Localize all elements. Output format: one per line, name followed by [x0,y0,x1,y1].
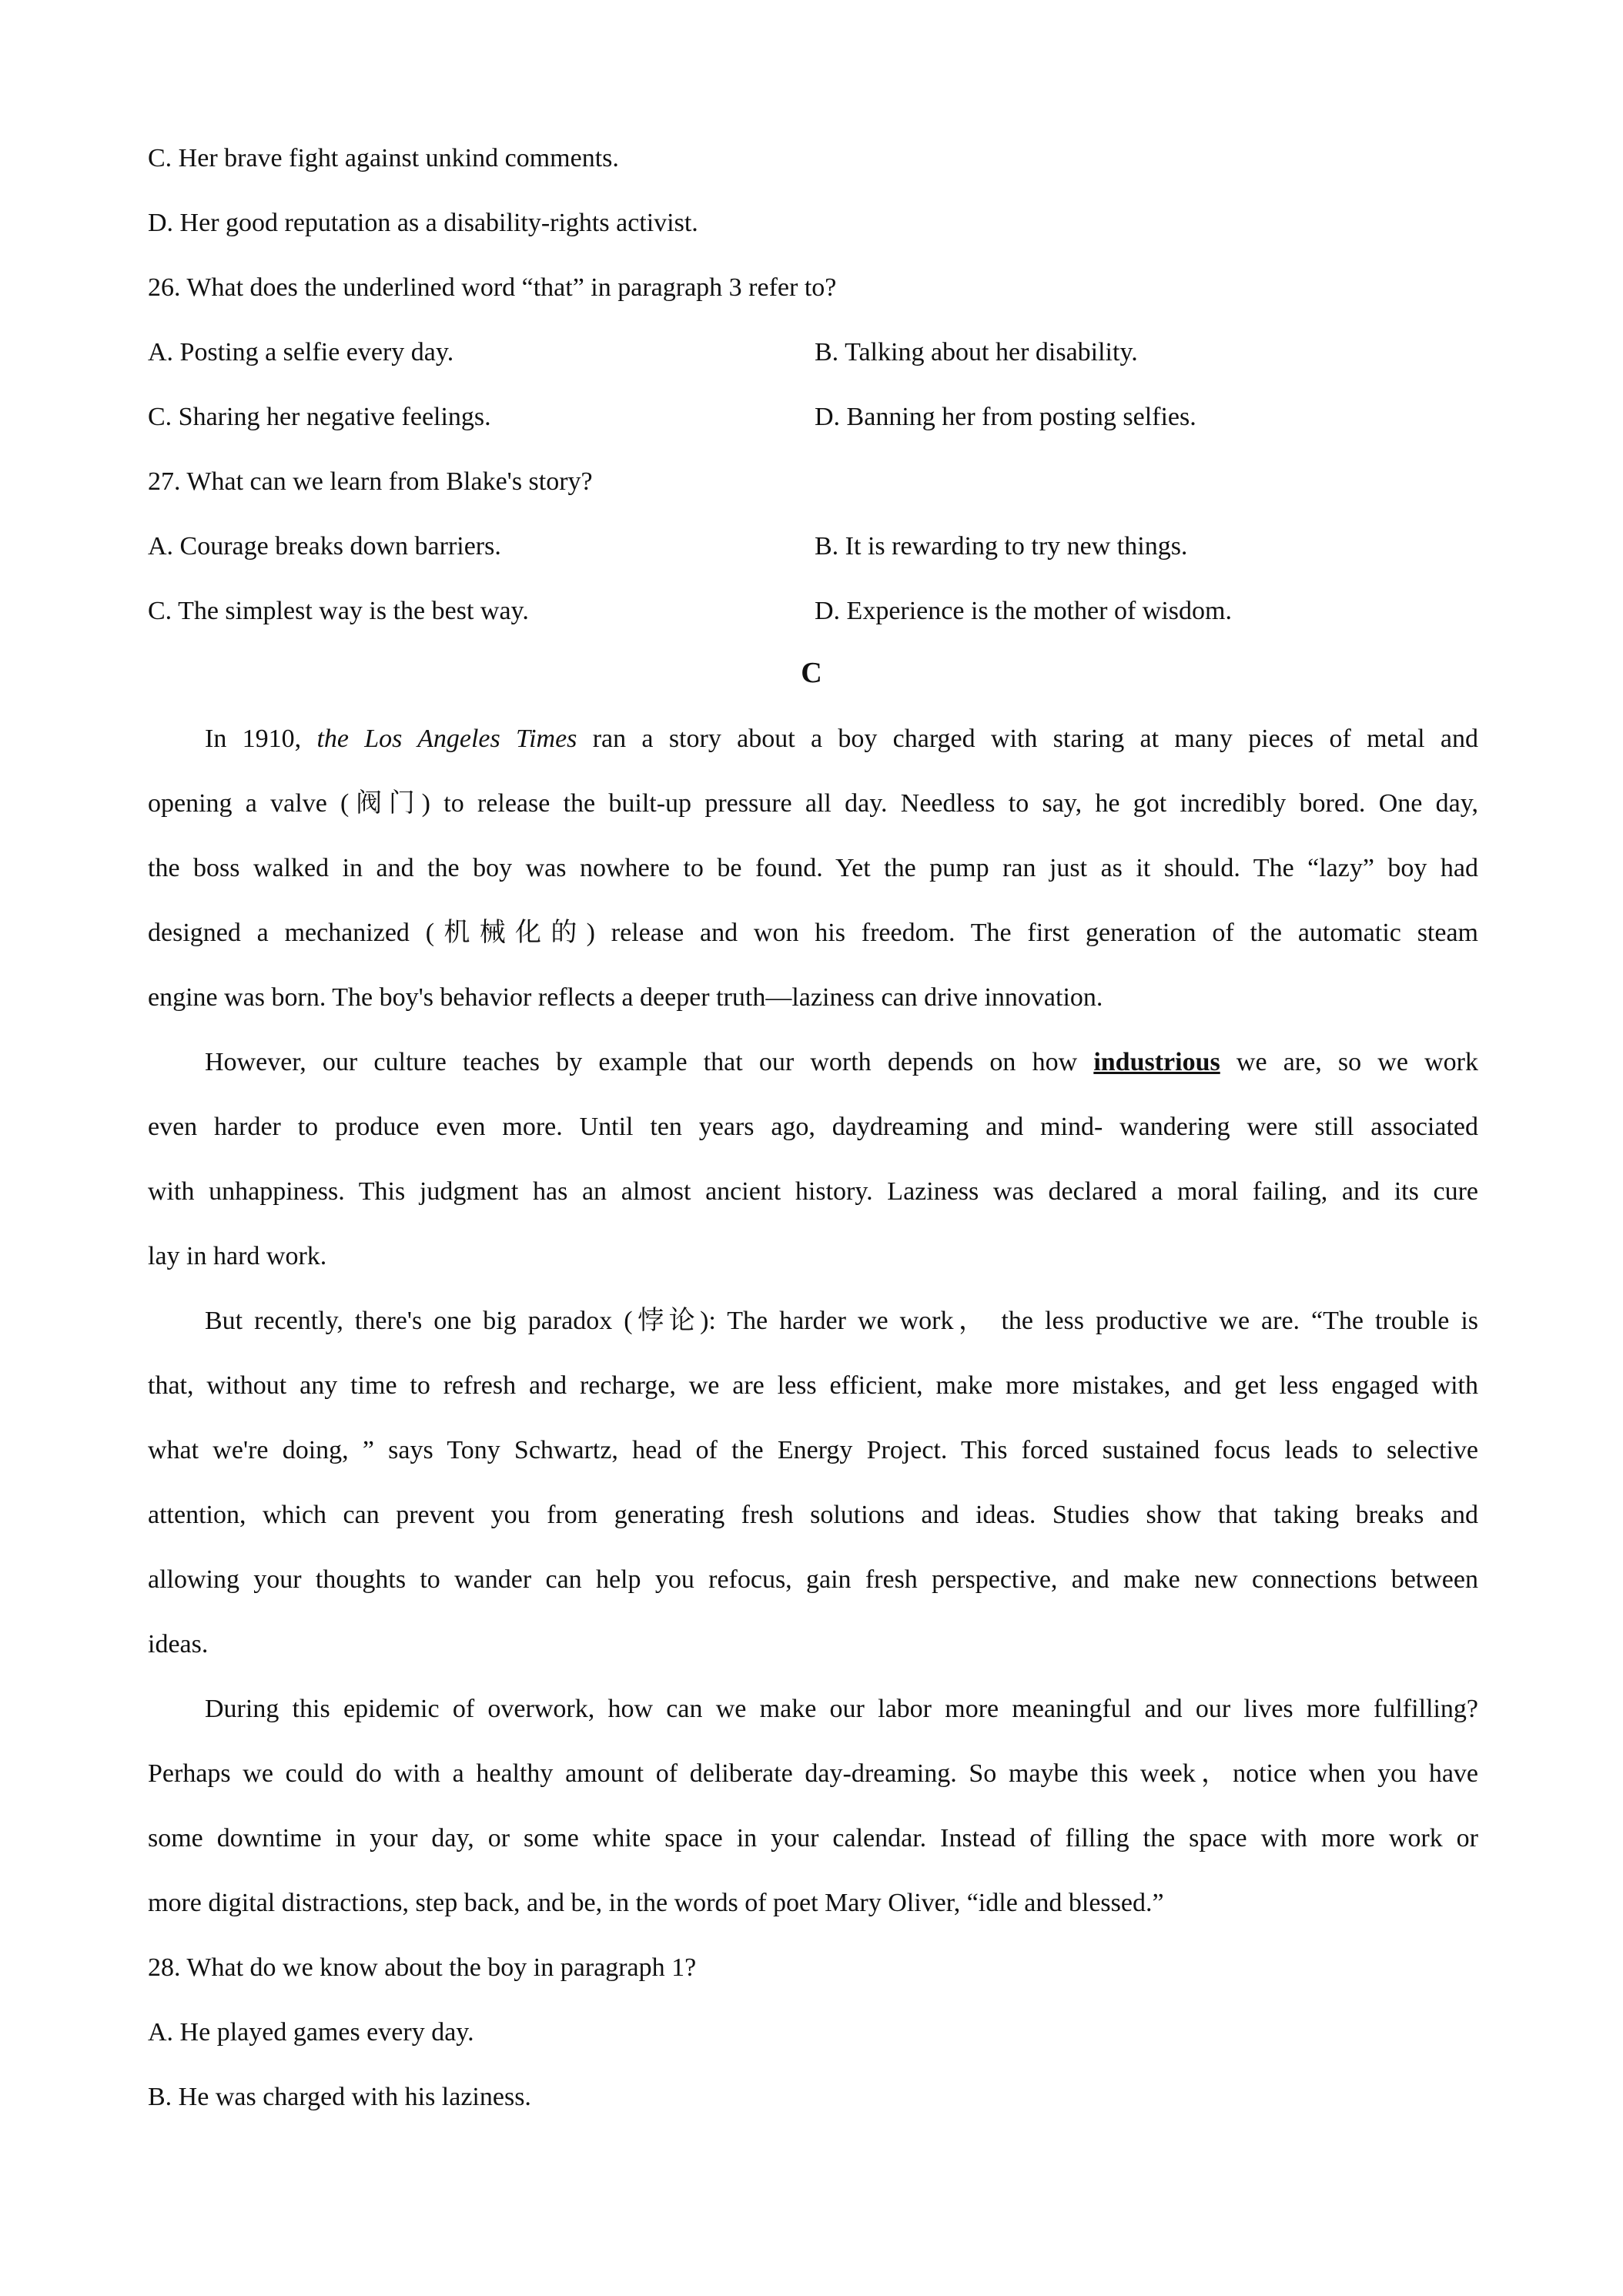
newspaper-title: the Los Angeles Times [316,725,577,753]
p1-line-1 [205,724,1478,755]
p1-line-2: opening a valve (阀门) to release the built-up pressure all day. Needless to say, he got incredibly bored. One day, [148,789,1478,818]
p4-line-1: During this epidemic of overwork, how can we make our labor more meaningful and our lives more fulfilling? [205,1695,1478,1723]
p3-line-2: that, without any time to refresh and recharge, we are less efficient, make more mistakes, and get less engaged with [148,1371,1478,1400]
q26-question: 26. What does the underlined word “that” in paragraph 3 refer to? [148,273,837,302]
p3-line-4: attention, which can prevent you from generating fresh solutions and ideas. Studies show that taking breaks and [148,1501,1478,1529]
q27-question: 27. What can we learn from Blake's story? [148,467,593,496]
p2-line-1 [205,1047,1478,1078]
p3-line-1: But recently, there's one big paradox (悖论): The harder we work， the less productive we are. “The trouble is [205,1307,1478,1335]
q26-option-d: D. Banning her from posting selfies. [815,403,1196,431]
p2-l1-post: we are, so we work [1220,1048,1478,1076]
q26-option-b: B. Talking about her disability. [815,338,1138,366]
q27-option-c: C. The simplest way is the best way. [148,597,529,625]
q26-option-c: C. Sharing her negative feelings. [148,403,491,431]
p4-line-3: some downtime in your day, or some white space in your calendar. Instead of filling the space with more work or [148,1824,1478,1853]
p1-l1-post: ran a story about a boy charged with staring at many pieces of metal and [577,725,1479,753]
p4-line-4: more digital distractions, step back, and be, in the words of poet Mary Oliver, “idle and blessed.” [148,1889,1164,1917]
p3-line-5: allowing your thoughts to wander can help you refocus, gain fresh perspective, and make new connections between [148,1565,1478,1594]
section-title: C [801,657,822,689]
p1-line-5: engine was born. The boy's behavior reflects a deeper truth—laziness can drive innovation. [148,983,1103,1012]
q25-option-c: C. Her brave fight against unkind comments. [148,144,619,172]
q28-question: 28. What do we know about the boy in paragraph 1? [148,1953,697,1982]
q27-option-d: D. Experience is the mother of wisdom. [815,597,1232,625]
q28-option-a: A. He played games every day. [148,2018,474,2047]
q26-option-a: A. Posting a selfie every day. [148,338,454,366]
p2-line-4: lay in hard work. [148,1242,327,1270]
p2-line-3: with unhappiness. This judgment has an almost ancient history. Laziness was declared a moral failing, and its cure [148,1177,1478,1206]
p1-line-4: designed a mechanized (机械化的) release and won his freedom. The first generation of the automatic steam [148,919,1478,947]
p3-line-6: ideas. [148,1630,209,1658]
p1-line-3: the boss walked in and the boy was nowhere to be found. Yet the pump ran just as it should. The “lazy” boy had [148,854,1478,882]
q27-option-b: B. It is rewarding to try new things. [815,532,1188,561]
q28-option-b: B. He was charged with his laziness. [148,2083,531,2111]
p3-line-3: what we're doing, ” says Tony Schwartz, head of the Energy Project. This forced sustained focus leads to selective [148,1436,1478,1464]
p4-line-2: Perhaps we could do with a healthy amount of deliberate day-dreaming. So maybe this week，notice when you have [148,1759,1478,1788]
p2-l1-pre: However, our culture teaches by example that our worth depends on how [205,1048,1094,1076]
p1-l1-pre: In 1910, [205,725,317,753]
p2-line-2: even harder to produce even more. Until ten years ago, daydreaming and mind- wandering were still associated [148,1113,1478,1141]
q25-option-d: D. Her good reputation as a disability-rights activist. [148,209,698,237]
q27-option-a: A. Courage breaks down barriers. [148,532,501,561]
underlined-word: industrious [1093,1048,1220,1076]
